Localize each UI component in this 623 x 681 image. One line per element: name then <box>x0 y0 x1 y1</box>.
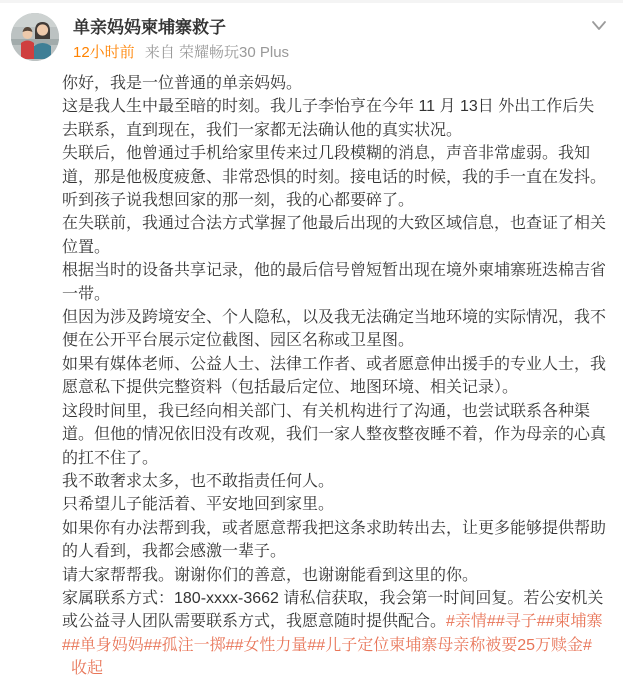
post-paragraph: 只希望儿子能活着、平安地回到家里。 <box>62 496 335 514</box>
post-time: 12小时前 <box>73 44 135 61</box>
post-meta <box>73 44 289 62</box>
avatar-photo-placeholder <box>11 13 59 61</box>
post-paragraph: 你好，我是一位普通的单亲妈妈。 <box>62 75 303 92</box>
collapse-link[interactable]: 收起 <box>71 660 104 678</box>
post-paragraph: 在失联前，我通过合法方式掌握了他最后出现的大致区域信息，也查证了相关位置。 <box>62 215 607 256</box>
post-paragraph: 但因为涉及跨境安全、个人隐私，以及我无法确定当地环境的实际情况，我不便在公开平台展示定位截图、园区名称或卫星图。 <box>62 309 607 350</box>
contact-text: 家属联系方式：180-xxxx-3662 请私信获取，我会第一时间回复。若公安机关或公益寻人团队需要联系方式，我愿意随时提供配合。 <box>62 589 604 631</box>
post-paragraph: 如果有媒体老师、公益人士、法律工作者、或者愿意伸出援手的专业人士，我愿意私下提供完整资料（包括最后定位、地图环境、相关记录）。 <box>62 355 607 397</box>
post-paragraphs <box>62 72 606 587</box>
post-paragraph: 如果你有办法帮到我，或者愿意帮我把这条求助转出去，让更多能够提供帮助的人看到，我都会感激一辈子。 <box>62 519 607 561</box>
post-paragraph: 这段时间里，我已经向相关部门、有关机构进行了沟通，也尝试联系各种渠道。但他的情况依旧没有改观，我们一家人整夜整夜睡不着，作为母亲的心真的扛不住了。 <box>62 402 607 467</box>
post-source-device[interactable]: 来自 荣耀畅玩30 Plus <box>144 44 290 61</box>
avatar[interactable] <box>11 13 59 61</box>
post-paragraph: 失联后，他曾通过手机给家里传来过几段模糊的消息，声音非常虚弱。我知道，那是他极度疲惫、非常恐惧的时刻。接电话的时候，我的手一直在发抖。听到孩子说我想回家的那一刻，我的心都要碎了。 <box>62 145 607 210</box>
post-paragraph: 请大家帮帮我。谢谢你们的善意，也谢谢能看到这里的你。 <box>62 566 479 584</box>
contact-paragraph <box>62 587 606 681</box>
chevron-down-icon[interactable] <box>590 19 608 33</box>
post-body <box>0 62 623 681</box>
post-paragraph: 根据当时的设备共享记录，他的最后信号曾短暂出现在境外柬埔寨班迭棉吉省一带。 <box>62 262 607 303</box>
post-header <box>0 3 623 62</box>
username[interactable]: 单亲妈妈柬埔寨救子 <box>73 18 226 37</box>
post-paragraph: 我不敢奢求太多，也不敢指责任何人。 <box>62 472 335 490</box>
post-paragraph: 这是我人生中最至暗的时刻。我儿子李怡亨在今年 11 月 13日 外出工作后失去联系，直到现在，我们一家都无法确认他的真实状况。 <box>62 98 595 139</box>
hashtags-link[interactable]: #亲情##寻子##柬埔寨##单身妈妈##孤注一掷##女性力量##儿子定位柬埔寨母亲称被要25万赎金# <box>62 613 603 654</box>
header-info <box>73 13 289 62</box>
